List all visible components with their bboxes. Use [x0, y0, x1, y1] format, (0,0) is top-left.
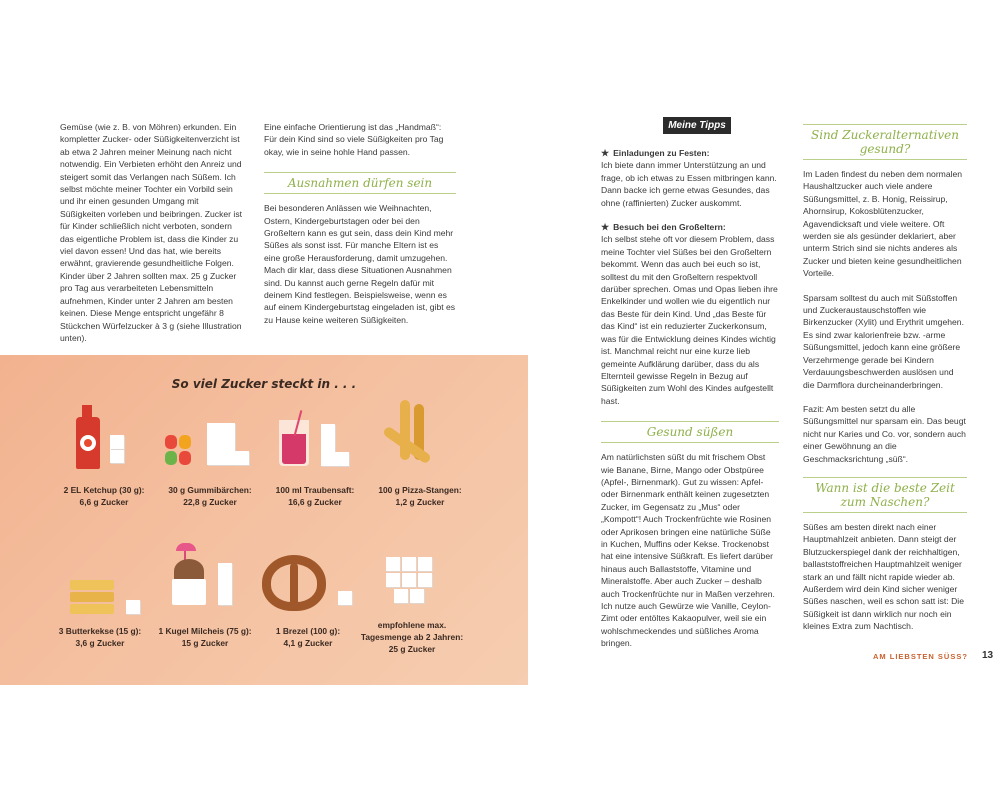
paragraph: Sparsam solltest du auch mit Süßstoffen und Zuckeraustauschstoffen wie Birkenzucker (Xylit) und Erythrit umgehen. Es sind zwar kalorienfreie bzw. -arme Süßungsmittel, jedoch kann eine größere Verzehrmenge gerade bei Kindern Verdauungsbeschwerden auslösen und die Darmflora durcheinanderbringen.: [803, 292, 964, 390]
tip-heading: ★ Besuch bei den Großeltern:: [601, 222, 726, 233]
tip-heading: ★ Einladungen zu Festen:: [601, 148, 710, 158]
section-heading: Ausnahmen dürfen sein: [264, 172, 456, 194]
star-icon: ★: [601, 148, 610, 158]
star-icon: ★: [601, 222, 610, 233]
gummy-bears-icon: [165, 415, 250, 475]
sugar-item-daily-max: empfohlene max. Tagesmenge ab 2 Jahren: 25 g Zucker: [360, 620, 464, 654]
paragraph: Ich selbst stehe oft vor diesem Problem, dass meine Tochter viel Süßes bei den Großeltern bekommt. Wenn das auch bei euch so ist, solltest du mit den Großeltern respektvoll darüber sprechen. Omas und Opas lieben ihre Enkelkinder und wollen wie du eigentlich nur das Beste für dein Kind. Und „das Beste für das Kind“ ist ein reduzierter Zuckerkonsum, was für die Entwicklung deines Kindes wichtig ist. Manchmal reicht nur eine kurze lieb gemeinte Aufklärung darüber, dass du als Elternteil gewisse Regeln in Bezug auf Süßigkeiten zum Wohl des Kindes aufgestellt hast.: [601, 234, 778, 406]
paragraph: Ich nutze auch Gewürze wie Vanille, Ceylon-Zimt oder entöltes Kakaopulver, weil sie ein wohlschmeckendes und süßliches Aroma bringen.: [601, 601, 771, 649]
paragraph: Fazit: Am besten setzt du alle Süßungsmittel nur sparsam ein. Das beugt nicht nur Karies und Co. vor, sondern auch einer Gewöhnung an die Geschmacksrichtung „süß“.: [803, 403, 966, 464]
text-column-left-1: [60, 121, 242, 344]
paragraph: Bei besonderen Anlässen wie Weihnachten, Ostern, Kindergeburtstagen oder bei den Großeltern kann es gut sein, dass dein Kind mehr Süßes als sonst isst. Für manche Eltern ist es eine große Herausforderung, damit umzugehen. Mach dir klar, dass diese Situationen Ausnahmen sind. Du kannst auch gerne Regeln dafür mit deinem Kind festlegen. Beispielsweise, wenn es auf einem Kindergeburtstag eingeladen ist, gibt es zu Hause keine weiteren Süßigkeiten.: [264, 203, 456, 325]
pretzel-icon: [262, 555, 362, 625]
butter-biscuits-icon: [70, 570, 150, 620]
panel-title: So viel Zucker steckt in . . .: [171, 377, 357, 391]
section-heading: Wann ist die beste Zeit zum Naschen?: [803, 477, 967, 513]
paragraph: Süßes am besten direkt nach einer Hauptmahlzeit anbieten. Dann steigt der Blutzuckerspiegel dank der reichhaltigen, ballaststoffreichen Hauptmahlzeit weniger stark an und fällt nicht rapide wieder ab. Außerdem wird dein Kind sicher weniger Süßes naschen, weil es schon satt ist: Die Süßigkeit ist dann wirklich nur noch ein kleines Extra zum Nachtisch.: [803, 521, 964, 632]
sugar-item-gummy-bears: 30 g Gummibärchen: 22,8 g Zucker: [168, 485, 252, 507]
page-number: 13: [982, 650, 994, 661]
paragraph: Am natürlichsten süßt du mit frischem Obst wie Banane, Birne, Mango oder Obstpüree (Apfel-, Birnenmark). Gut zu wissen: Apfel- oder Birnenmark enthält keinen zugesetzten Zucker, im Gegensatz zu „Mus“ oder „Kompott“! Auch Trockenfrüchte wie Rosinen oder Aprikosen bringen eine natürliche Süße in Kuchen, Muffins oder Kekse. Trockenobst hat eine intensive Süßkraft. Es liefert darüber hinaus auch Ballaststoffe, Vitamine und Mineralstoffe. Aber auch Zucker – deshalb auch Trockenfrüchte nur in Maßen verzehren.: [601, 452, 775, 599]
sugar-item-grape-juice: 100 ml Traubensaft: 16,6 g Zucker: [275, 485, 355, 507]
section-heading: Sind Zuckeralternativen gesund?: [803, 124, 967, 160]
ketchup-bottle-icon: [74, 405, 134, 475]
section-heading: Gesund süßen: [601, 421, 779, 443]
text-column-right-1: [601, 147, 779, 650]
sugar-cubes-stack-icon: [386, 557, 446, 617]
pizza-sticks-icon: [380, 400, 460, 480]
paragraph: Ich biete dann immer Unterstützung an und frage, ob ich etwas zu Essen mitbringen kann. Dann backe ich gerne etwas Gesundes, das ohne (raffinierten) Zucker auskommt.: [601, 160, 777, 208]
sugar-item-butter-biscuits: 3 Butterkekse (15 g): 3,6 g Zucker: [58, 626, 142, 648]
text-column-right-2: [803, 124, 967, 633]
sugar-item-pizza-sticks: 100 g Pizza-Stangen: 1,2 g Zucker: [378, 485, 462, 507]
paragraph: Gemüse (wie z. B. von Möhren) erkunden. Ein kompletter Zucker- oder Süßigkeitenverzicht ist ab etwa 2 Jahren meiner Meinung nach nicht notwendig. Ein Verbieten erhöht den Anreiz und steigert somit das Verlangen nach Süßem. Ich selbst möchte meiner Tochter ein Vorbild sein und ihr einen gesunden Umgang mit Süßigkeiten vorleben und beibringen. Zucker ist für Kinder schließlich nicht verboten, sondern das eigentliche Problem ist, dass die Kinder zu viel davon essen! Und das hat, wie bereits erwähnt, gravierende gesundheitliche Folgen. Kinder über 2 Jahren sollten max. 25 g Zucker pro Tag aus verarbeiteten Lebensmitteln aufnehmen, Kinder unter 2 Jahren am besten keinen. Diese Menge entspricht ungefähr 8 Stückchen Würfelzucker à 3 g (siehe Illustration unten).: [60, 122, 243, 343]
paragraph: Eine einfache Orientierung ist das „Handmaß“: Für dein Kind sind so viele Süßigkeiten pro Tag okay, wie in seine hohle Hand passen.: [264, 122, 444, 157]
sugar-item-ketchup: 2 EL Ketchup (30 g): 6,6 g Zucker: [63, 485, 145, 507]
sugar-item-ice-cream: 1 Kugel Milcheis (75 g): 15 g Zucker: [158, 626, 252, 648]
ice-cream-icon: [170, 543, 250, 623]
sugar-illustration-panel: [0, 355, 528, 685]
running-footer: AM LIEBSTEN SÜSS?: [873, 652, 968, 661]
meine-tipps-tag: Meine Tipps: [663, 117, 731, 134]
sugar-item-pretzel: 1 Brezel (100 g): 4,1 g Zucker: [275, 626, 341, 648]
paragraph: Im Laden findest du neben dem normalen Haushaltzucker auch viele andere Süßungsmittel, z. B. Honig, Reissirup, Ahornsirup, Kokosblütenzucker, Agavendicksaft und viele weitere. Oft werden sie als gesünder deklariert, aber unterm Strich sind sie nichts anderes als Zucker und bieten keine gesundheitlichen Vorteile.: [803, 169, 963, 279]
grape-juice-glass-icon: [275, 410, 355, 480]
text-column-left-2: [264, 121, 456, 326]
